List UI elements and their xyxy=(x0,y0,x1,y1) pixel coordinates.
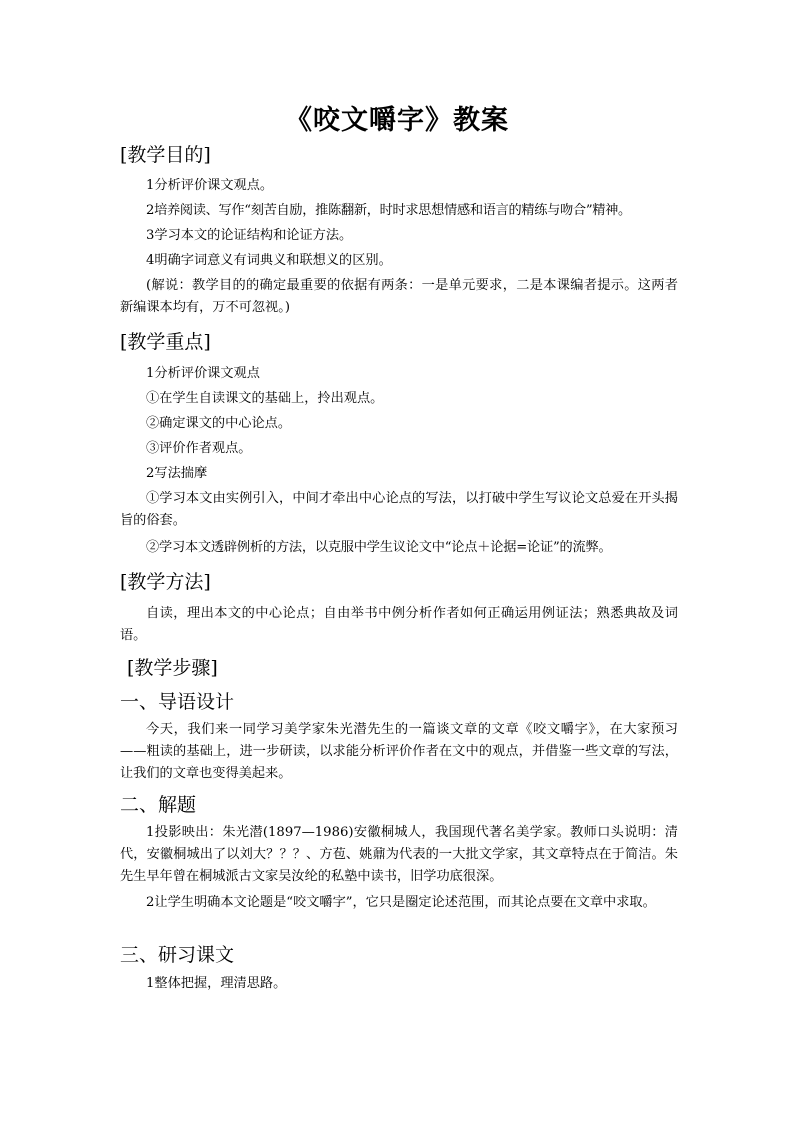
objective-item-1: 1分析评价课文观点。 xyxy=(146,178,274,193)
section-intro-paragraph: 今天，我们来一同学习美学家朱光潜先生的一篇谈文章的文章《咬文嚼字》，在大家预习——粗读的基础上，进一步研读，以求能分析评价作者在文中的观点，并借鉴一些文章的写法，让我们的文章也变得美起来。 xyxy=(120,722,678,781)
document-title: 《咬文嚼字》教案 xyxy=(285,105,509,136)
key-points-heading: [教学重点] xyxy=(120,331,211,353)
methods-text: 自读，理出本文的中心论点；自由举书中例分析作者如何正确运用例证法；熟悉典故及词语。 xyxy=(120,606,678,643)
methods-heading: [教学方法] xyxy=(120,571,211,593)
objective-item-4: 4明确字词意义有词典义和联想义的区别。 xyxy=(146,253,392,268)
key-point-item-3: ②确定课文的中心论点。 xyxy=(146,416,292,431)
key-point-item-5: 2写法揣摩 xyxy=(146,466,208,481)
key-point-item-6: ①学习本文由实例引入，中间才牵出中心论点的写法，以打破中学生写议论文总爱在开头揭旨的俗套。 xyxy=(120,491,678,528)
objectives-note: (解说：教学目的的确定最重要的依据有两条：一是单元要求，二是本课编者提示。这两者新编课本均有，万不可忽视。) xyxy=(120,278,678,315)
key-point-item-4: ③评价作者观点。 xyxy=(146,441,252,456)
section-intro-heading: 一、导语设计 xyxy=(120,691,235,713)
section-title-explain-paragraph-1: 1投影映出：朱光潜(1897—1986)安徽桐城人，我国现代著名美学家。教师口头说明：清代，安徽桐城出了以刘大？？？、方苞、姚鼐为代表的一大批文学家，其文章特点在于简洁。朱先生早年曾在桐城派古文家吴汝纶的私塾中读书，旧学功底很深。 xyxy=(120,825,678,884)
objectives-heading: [教学目的] xyxy=(120,144,211,166)
section-study-heading: 三、研习课文 xyxy=(120,944,235,966)
objective-item-2: 2培养阅读、写作“刻苦自励，推陈翻新，时时求思想情感和语言的精练与吻合”精神。 xyxy=(146,203,631,218)
section-title-explain-paragraph-2: 2让学生明确本文论题是“咬文嚼字”，它只是圈定论述范围，而其论点要在文章中求取。 xyxy=(146,895,656,910)
steps-heading: [教学步骤] xyxy=(127,657,218,679)
section-title-explain-heading: 二、解题 xyxy=(120,794,197,816)
section-study-paragraph-1: 1整体把握，理清思路。 xyxy=(146,976,287,991)
objective-item-3: 3学习本文的论证结构和论证方法。 xyxy=(146,228,353,243)
key-point-item-2: ①在学生自读课文的基础上，拎出观点。 xyxy=(146,391,384,406)
key-point-item-1: 1分析评价课文观点 xyxy=(146,366,260,381)
key-point-item-7: ②学习本文透辟例析的方法，以克服中学生议论文中“论点＋论据=论证”的流弊。 xyxy=(146,540,612,555)
